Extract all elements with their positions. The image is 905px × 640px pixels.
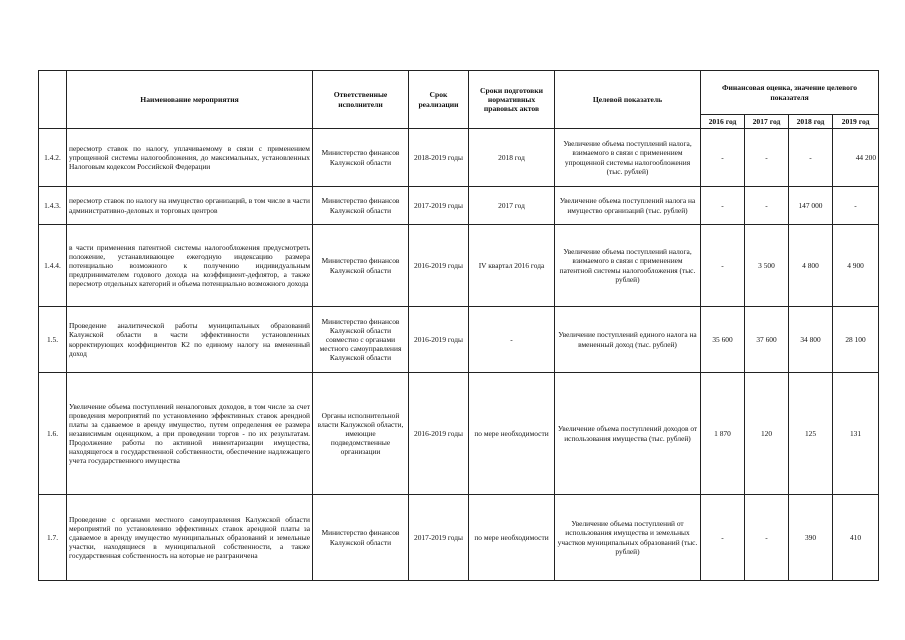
row-number: 1.5. — [39, 307, 67, 373]
row-name: пересмотр ставок по налогу на имущество организаций, в том числе в части административно-деловых и торговых центров — [67, 187, 313, 225]
row-prep: 2017 год — [469, 187, 555, 225]
header-year-2019: 2019 год — [833, 115, 879, 129]
row-number: 1.4.2. — [39, 129, 67, 187]
row-responsible: Министерство финансов Калужской области совместно с органами местного самоуправления Калужской области — [313, 307, 409, 373]
row-prep: по мере необходимости — [469, 495, 555, 581]
row-value-2016: - — [701, 225, 745, 307]
row-value-2017: 3 500 — [745, 225, 789, 307]
header-target: Целевой показатель — [555, 71, 701, 129]
row-value-2016: - — [701, 495, 745, 581]
row-value-2018: - — [789, 129, 833, 187]
row-value-2018: 34 800 — [789, 307, 833, 373]
row-target: Увеличение объема поступлений налога на имущество организаций (тыс. рублей) — [555, 187, 701, 225]
table-row — [39, 225, 879, 307]
row-value-2016: 35 600 — [701, 307, 745, 373]
header-finance: Финансовая оценка, значение целевого показателя — [701, 71, 879, 115]
row-value-2017: - — [745, 129, 789, 187]
row-value-2017: - — [745, 187, 789, 225]
row-term: 2018-2019 годы — [409, 129, 469, 187]
row-name: Увеличение объема поступлений неналоговых доходов, в том числе за счет проведения мероприятий по установлению эффективных ставок арендной платы за сдаваемое в аренду имущество, путем определения ее размера независимым оценщиком, а при проведении торгов - по их результатам. Продолжение работы по активной инвентаризации имущества, находящегося в государственной собственности, обеспечение надлежащего учета государственного имущества — [67, 373, 313, 495]
row-number: 1.6. — [39, 373, 67, 495]
row-target: Увеличение объема поступлений доходов от использования имущества (тыс. рублей) — [555, 373, 701, 495]
table-row — [39, 307, 879, 373]
row-responsible: Министерство финансов Калужской области — [313, 225, 409, 307]
row-name: в части применения патентной системы налогообложения предусмотреть положение, устанавливающее ежегодную индексацию размера потенциально возможного к получению индивидуальным предпринимателем годового дохода на коэффициент-дефлятор, а также пересмотр отдельных категорий и объема потенциально возможного дохода — [67, 225, 313, 307]
header-responsible: Ответственные исполнители — [313, 71, 409, 129]
row-value-2017: 37 600 — [745, 307, 789, 373]
header-year-2016: 2016 год — [701, 115, 745, 129]
row-responsible: Органы исполнительной власти Калужской области, имеющие подведомственные организации — [313, 373, 409, 495]
row-term: 2017-2019 годы — [409, 495, 469, 581]
row-value-2017: 120 — [745, 373, 789, 495]
row-target: Увеличение объема поступлений налога, взимаемого в связи с применением патентной системы налогообложения (тыс. рублей) — [555, 225, 701, 307]
row-value-2018: 147 000 — [789, 187, 833, 225]
row-responsible: Министерство финансов Калужской области — [313, 129, 409, 187]
row-term: 2016-2019 годы — [409, 307, 469, 373]
row-term: 2017-2019 годы — [409, 187, 469, 225]
row-value-2019: - — [833, 187, 879, 225]
row-target: Увеличение поступлений единого налога на вмененный доход (тыс. рублей) — [555, 307, 701, 373]
row-value-2019: 44 200 — [833, 129, 879, 187]
header-prep: Сроки подготовки нормативных правовых актов — [469, 71, 555, 129]
row-name: Проведение аналитической работы муниципальных образований Калужской области в части эффективности установленных корректирующих коэффициентов К2 по единому налогу на вмененный доход — [67, 307, 313, 373]
row-number: 1.7. — [39, 495, 67, 581]
measures-table — [38, 70, 879, 581]
row-target: Увеличение объема поступлений от использования имущества и земельных участков муниципальных образований (тыс. рублей) — [555, 495, 701, 581]
row-number: 1.4.4. — [39, 225, 67, 307]
row-prep: IV квартал 2016 года — [469, 225, 555, 307]
table-row — [39, 187, 879, 225]
row-value-2018: 125 — [789, 373, 833, 495]
row-term: 2016-2019 годы — [409, 225, 469, 307]
row-number: 1.4.3. — [39, 187, 67, 225]
row-value-2018: 390 — [789, 495, 833, 581]
row-value-2016: 1 870 — [701, 373, 745, 495]
row-value-2019: 4 900 — [833, 225, 879, 307]
row-value-2018: 4 800 — [789, 225, 833, 307]
table-row — [39, 129, 879, 187]
header-year-2018: 2018 год — [789, 115, 833, 129]
row-responsible: Министерство финансов Калужской области — [313, 187, 409, 225]
header-year-2017: 2017 год — [745, 115, 789, 129]
row-responsible: Министерство финансов Калужской области — [313, 495, 409, 581]
row-prep: 2018 год — [469, 129, 555, 187]
header-term: Срок реализации — [409, 71, 469, 129]
row-target: Увеличение объема поступлений налога, взимаемого в связи с применением упрощенной системы налогообложения (тыс. рублей) — [555, 129, 701, 187]
row-value-2016: - — [701, 129, 745, 187]
row-prep: по мере необходимости — [469, 373, 555, 495]
row-value-2019: 28 100 — [833, 307, 879, 373]
header-name: Наименование мероприятия — [67, 71, 313, 129]
row-value-2016: - — [701, 187, 745, 225]
header-number — [39, 71, 67, 129]
row-term: 2016-2019 годы — [409, 373, 469, 495]
table-row — [39, 373, 879, 495]
row-value-2017: - — [745, 495, 789, 581]
row-value-2019: 410 — [833, 495, 879, 581]
row-name: пересмотр ставок по налогу, уплачиваемому в связи с применением упрощенной системы налогообложения, до максимальных, установленных Налоговым кодексом Российской Федерации — [67, 129, 313, 187]
row-prep: - — [469, 307, 555, 373]
row-name: Проведение с органами местного самоуправления Калужской области мероприятий по установлению эффективных ставок арендной платы за сдаваемое в аренду имущество муниципальных образований и земельные участки, находящиеся в муниципальной собственности, а также государственная собственность на которые не разграничена — [67, 495, 313, 581]
table-row — [39, 495, 879, 581]
row-value-2019: 131 — [833, 373, 879, 495]
